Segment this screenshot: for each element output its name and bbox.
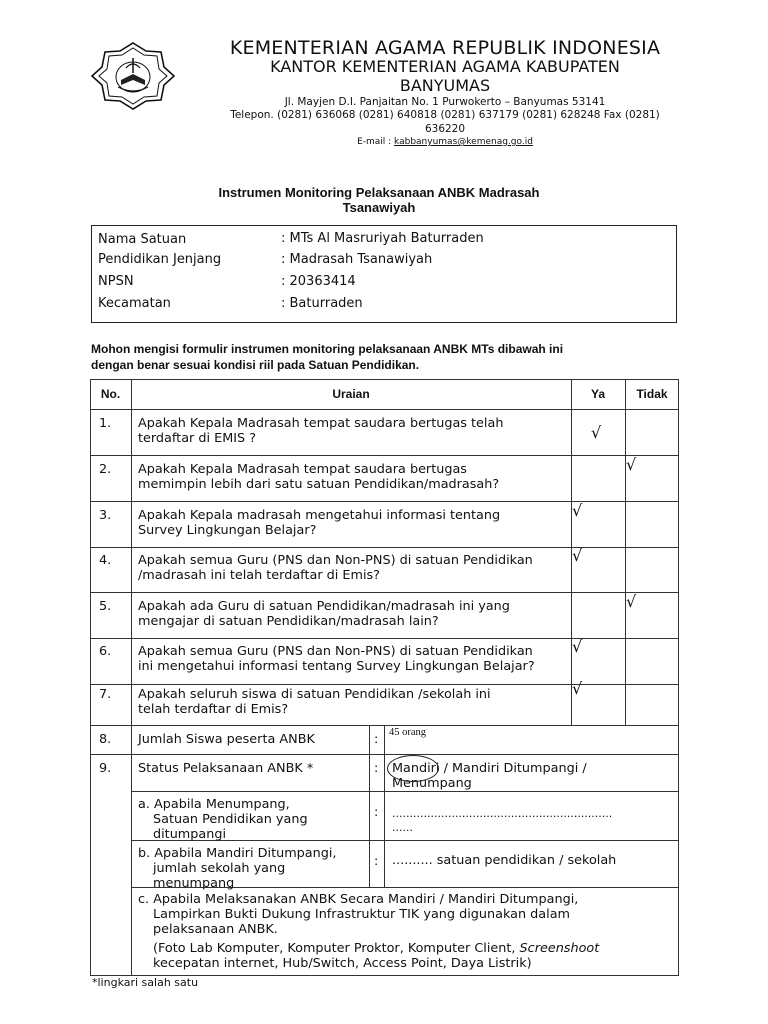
col-divider-value bbox=[384, 725, 385, 887]
question-text bbox=[138, 553, 533, 583]
col-header-tidak: Tidak bbox=[636, 387, 668, 401]
question-line: memimpin lebih dari satu satuan Pendidikan/madrasah? bbox=[138, 477, 500, 492]
question-line: Apakah semua Guru (PNS dan Non-PNS) di satuan Pendidikan bbox=[138, 553, 533, 568]
identity-label: NPSN bbox=[98, 274, 134, 289]
header-email bbox=[200, 135, 690, 149]
identity-box bbox=[91, 225, 677, 323]
row-divider bbox=[90, 501, 679, 502]
sub-item-c-line: Lampirkan Bukti Dukung Infrastruktur TIK yang digunakan dalam bbox=[153, 907, 570, 922]
table-border-left bbox=[90, 379, 91, 976]
checkmark-ya[interactable]: √ bbox=[572, 679, 583, 698]
question-text bbox=[138, 508, 500, 538]
question-text bbox=[138, 416, 503, 446]
identity-value: : Madrasah Tsanawiyah bbox=[281, 252, 433, 267]
option-mandiri[interactable]: Mandiri bbox=[392, 761, 440, 776]
sub-item-c-text: (Foto Lab Komputer, Komputer Proktor, Komputer Client, bbox=[153, 941, 520, 956]
sub-item-a-line: ditumpangi bbox=[153, 827, 227, 842]
checkmark-ya[interactable]: √ bbox=[572, 546, 583, 565]
checkmark-ya[interactable]: √ bbox=[591, 423, 602, 442]
colon: : bbox=[374, 761, 379, 776]
header-office-line2: BANYUMAS bbox=[399, 76, 491, 95]
identity-value: : MTs Al Masruriyah Baturraden bbox=[281, 231, 484, 246]
status-label: Status Pelaksanaan ANBK * bbox=[138, 761, 314, 776]
col-header-no: No. bbox=[100, 387, 121, 401]
row-number: 9. bbox=[99, 761, 112, 776]
row-divider bbox=[90, 409, 679, 410]
question-line: telah terdaftar di Emis? bbox=[138, 702, 289, 717]
instruction-line2: dengan benar sesuai kondisi riil pada Satuan Pendidikan. bbox=[91, 357, 420, 372]
question-text bbox=[138, 644, 535, 674]
selection-circle bbox=[387, 755, 439, 782]
col-divider-tidak bbox=[625, 379, 626, 725]
identity-label: Kecamatan bbox=[98, 296, 171, 311]
question-line: ini mengetahui informasi tentang Survey Lingkungan Belajar? bbox=[138, 659, 535, 674]
row-number: 3. bbox=[99, 508, 112, 523]
row-divider bbox=[90, 725, 679, 726]
identity-value: : Baturraden bbox=[281, 296, 363, 311]
identity-label: Nama Satuan bbox=[98, 232, 187, 247]
colon: : bbox=[374, 732, 379, 747]
monitoring-table bbox=[90, 379, 679, 976]
form-title bbox=[150, 185, 608, 215]
row-divider bbox=[90, 684, 679, 685]
sub-item-c-line: pelaksanaan ANBK. bbox=[153, 922, 278, 937]
question-line: /madrasah ini telah terdaftar di Emis? bbox=[138, 568, 380, 583]
col-header-uraian: Uraian bbox=[332, 387, 370, 401]
hosting-school-field[interactable] bbox=[392, 807, 612, 835]
question-line: terdaftar di EMIS ? bbox=[138, 431, 256, 446]
row-number: 6. bbox=[99, 644, 112, 659]
footnote: *lingkari salah satu bbox=[92, 976, 199, 989]
row-number: 4. bbox=[99, 553, 112, 568]
row-number: 5. bbox=[99, 599, 112, 614]
question-line: mengajar di satuan Pendidikan/madrasah lain? bbox=[138, 614, 439, 629]
row-divider bbox=[90, 592, 679, 593]
fill-line: ...... bbox=[392, 821, 413, 834]
email-label: E-mail : bbox=[357, 137, 395, 147]
sub-item-a-line: Satuan Pendidikan yang bbox=[153, 812, 308, 827]
question-line: Survey Lingkungan Belajar? bbox=[138, 523, 317, 538]
question-text bbox=[138, 599, 510, 629]
header-office-name bbox=[0, 57, 768, 95]
identity-label: Pendidikan Jenjang bbox=[98, 252, 222, 267]
question-line: Apakah Kepala Madrasah tempat saudara bertugas bbox=[138, 462, 467, 477]
header-ministry-name: KEMENTERIAN AGAMA REPUBLIK INDONESIA bbox=[229, 37, 661, 59]
option-rest[interactable]: / Mandiri Ditumpangi / bbox=[439, 761, 587, 776]
col-header-ya: Ya bbox=[590, 387, 605, 401]
question-line: Apakah semua Guru (PNS dan Non-PNS) di satuan Pendidikan bbox=[138, 644, 533, 659]
checkmark-ya[interactable]: √ bbox=[572, 501, 583, 520]
sub-item-b-line: menumpang bbox=[153, 876, 235, 891]
form-title-line1: Instrumen Monitoring Pelaksanaan ANBK Madrasah bbox=[218, 185, 540, 200]
option-menumpang[interactable]: Menumpang bbox=[392, 776, 472, 791]
instruction-line1: Mohon mengisi formulir instrumen monitoring pelaksanaan ANBK MTs dibawah ini bbox=[91, 342, 564, 356]
colon: : bbox=[374, 854, 379, 869]
sub-item-c-line bbox=[138, 941, 599, 956]
header-office-line1: KANTOR KEMENTERIAN AGAMA KABUPATEN bbox=[270, 57, 620, 76]
student-count-label: Jumlah Siswa peserta ANBK bbox=[138, 732, 315, 747]
colon: : bbox=[374, 805, 379, 820]
row-number: 8. bbox=[99, 732, 112, 747]
sub-item-b-line: jumlah sekolah yang bbox=[153, 861, 286, 876]
sub-item-a bbox=[138, 797, 308, 842]
row-divider bbox=[131, 791, 679, 792]
checkmark-ya[interactable]: √ bbox=[572, 637, 583, 656]
row-number: 2. bbox=[99, 462, 112, 477]
checkmark-tidak[interactable]: √ bbox=[626, 592, 637, 611]
sub-item-b bbox=[138, 846, 337, 891]
question-text bbox=[138, 687, 491, 717]
header-address: Jl. Mayjen D.I. Panjaitan No. 1 Purwokerto – Banyumas 53141 bbox=[284, 96, 606, 108]
sub-item-c-italic: Screenshoot bbox=[519, 941, 600, 956]
hosted-count-field[interactable]: .......... satuan pendidikan / sekolah bbox=[392, 853, 617, 868]
row-number: 1. bbox=[99, 416, 112, 431]
question-line: Apakah ada Guru di satuan Pendidikan/madrasah ini yang bbox=[138, 599, 510, 614]
checkmark-tidak[interactable]: √ bbox=[626, 455, 637, 474]
row-number: 7. bbox=[99, 687, 112, 702]
sub-item-c bbox=[138, 892, 599, 971]
sub-item-c-line: kecepatan internet, Hub/Switch, Access Point, Daya Listrik) bbox=[153, 956, 532, 971]
question-text bbox=[138, 462, 499, 492]
form-title-line2: Tsanawiyah bbox=[342, 200, 416, 215]
instruction-text bbox=[91, 342, 671, 373]
sub-item-c-line: c. Apabila Melaksanakan ANBK Secara Mandiri / Mandiri Ditumpangi, bbox=[138, 892, 579, 907]
row-divider bbox=[90, 455, 679, 456]
question-line: Apakah Kepala Madrasah tempat saudara bertugas telah bbox=[138, 416, 504, 431]
fill-line: ............................................................... bbox=[392, 807, 613, 820]
header-phone-line1: Telepon. (0281) 636068 (0281) 640818 (0281) 637179 (0281) 628248 Fax (0281) bbox=[230, 109, 660, 121]
header-phone bbox=[200, 108, 690, 136]
email-link[interactable]: kabbanyumas@kemenag.go.id bbox=[394, 137, 533, 147]
header-phone-line2: 636220 bbox=[424, 123, 466, 135]
question-line: Apakah seluruh siswa di satuan Pendidikan /sekolah ini bbox=[138, 687, 491, 702]
question-line: Apakah Kepala madrasah mengetahui informasi tentang bbox=[138, 508, 501, 523]
col-divider-colon bbox=[369, 725, 370, 887]
sub-item-a-line: a. Apabila Menumpang, bbox=[138, 797, 290, 812]
row-divider bbox=[90, 638, 679, 639]
row-divider bbox=[90, 754, 679, 755]
table-border-top bbox=[90, 379, 679, 380]
row-divider bbox=[90, 547, 679, 548]
identity-value: : 20363414 bbox=[281, 274, 356, 289]
student-count-value[interactable]: 45 orang bbox=[389, 727, 427, 738]
sub-item-b-line: b. Apabila Mandiri Ditumpangi, bbox=[138, 846, 337, 861]
